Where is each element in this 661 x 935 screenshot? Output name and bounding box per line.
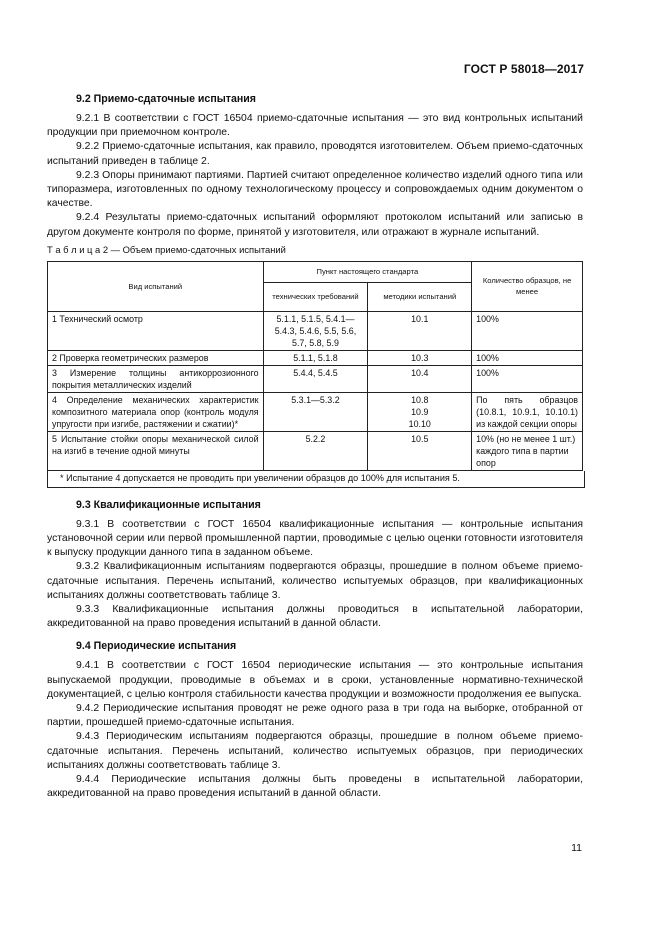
- section-heading-9-4: 9.4 Периодические испытания: [76, 640, 237, 653]
- table-row: [48, 311, 583, 350]
- cell-test-name: 1 Технический осмотр: [48, 311, 264, 350]
- cell-requirements: 5.3.1—5.3.2: [263, 392, 368, 431]
- paragraph-9-3-1: 9.3.1 В соответствии с ГОСТ 16504 квалификационные испытания — контрольные испытания установочной серии или первой промышленной партии, проводимые с целью оценки готовности изготовителя к выпуску продукции данного типа в заданном объеме.: [47, 518, 583, 559]
- cell-method: 10.8 10.9 10.10: [368, 392, 472, 431]
- header-test-type: Вид испытаний: [48, 261, 264, 311]
- table-footnote: * Испытание 4 допускается не проводить при увеличении образцов до 100% для испытания 5.: [47, 471, 585, 488]
- page-number: 11: [571, 842, 582, 854]
- cell-method: 10.3: [368, 350, 472, 365]
- table-row: [48, 365, 583, 392]
- cell-requirements: 5.2.2: [263, 431, 368, 470]
- paragraph-9-2-3: 9.2.3 Опоры принимают партиями. Партией считают определенное количество изделий одного типа или типоразмера, изготовленных по одному технологическому процессу и сопровождаемых одним документом о качестве.: [47, 169, 583, 210]
- section-heading-9-2: 9.2 Приемо-сдаточные испытания: [76, 93, 256, 105]
- cell-quantity: 100%: [472, 350, 583, 365]
- paragraph-9-4-1: 9.4.1 В соответствии с ГОСТ 16504 периодические испытания — это контрольные испытания выпускаемой продукции, проводимые в объемах и в сроки, установленные нормативно-технической документацией, с целью контроля стабильности качества продукции и возможности продолжения ее выпуска.: [47, 660, 583, 700]
- cell-test-name: 4 Определение механических характеристик композитного материала опор (контроль модуля упругости при изгибе, растяжении и сжатии)*: [48, 392, 264, 431]
- header-tech-requirements: технических требований: [263, 282, 368, 311]
- cell-requirements: 5.1.1, 5.1.5, 5.4.1—5.4.3, 5.4.6, 5.5, 5.6, 5.7, 5.8, 5.9: [263, 311, 368, 350]
- document-code: ГОСТ Р 58018—2017: [463, 62, 584, 76]
- paragraph-9-2-1: 9.2.1 В соответствии с ГОСТ 16504 приемо-сдаточные испытания — это вид контрольных испытаний продукции при приемочном контроле.: [47, 113, 583, 139]
- header-test-methods: методики испытаний: [368, 282, 472, 311]
- tests-table: [47, 261, 583, 471]
- section-heading-9-3: 9.3 Квалификационные испытания: [76, 498, 261, 511]
- cell-quantity: По пять образцов (10.8.1, 10.9.1, 10.10.1) из каждой секции опоры: [472, 392, 583, 431]
- table-row: [48, 431, 583, 470]
- cell-method: 10.5: [368, 431, 472, 470]
- header-sample-count: Количество образцов, не менее: [472, 261, 583, 311]
- cell-test-name: 2 Проверка геометрических размеров: [48, 350, 264, 365]
- cell-test-name: 5 Испытание стойки опоры механической силой на изгиб в течение одной минуты: [48, 431, 264, 470]
- cell-method: 10.1: [368, 311, 472, 350]
- cell-requirements: 5.4.4, 5.4.5: [263, 365, 368, 392]
- document-body: [47, 92, 583, 801]
- paragraph-9-4-3: 9.4.3 Периодическим испытаниям подвергаются образцы, прошедшие в полном объеме приемо-сдаточные испытания. Перечень испытаний, количество испытуемых образцов, при периодических испытаниях должны соответствовать таблице 3.: [47, 731, 583, 771]
- cell-requirements: 5.1.1, 5.1.8: [263, 350, 368, 365]
- cell-test-name: 3 Измерение толщины антикоррозионного покрытия металлических изделий: [48, 365, 264, 392]
- table-row: [48, 392, 583, 431]
- cell-method: 10.4: [368, 365, 472, 392]
- cell-quantity: 100%: [472, 365, 583, 392]
- paragraph-9-3-2: 9.3.2 Квалификационным испытаниям подвергаются образцы, прошедшие в полном объеме приемо-сдаточные испытания. Перечень испытаний, количество испытуемых образцов, при квалификационных испытаниях должны соответствовать таблице 3.: [47, 561, 583, 601]
- cell-quantity: 10% (но не менее 1 шт.) каждого типа в партии опор: [472, 431, 583, 470]
- header-clause-group: Пункт настоящего стандарта: [263, 261, 472, 282]
- paragraph-9-3-3: 9.3.3 Квалификационные испытания должны проводиться в испытательной лаборатории, аккредитованной на право проведения испытаний в данной области.: [47, 604, 583, 630]
- paragraph-9-4-2: 9.4.2 Периодические испытания проводят не реже одного раза в три года на выборке, отобранной от партии, прошедшей приемо-сдаточные испытания.: [47, 703, 583, 729]
- cell-quantity: 100%: [472, 311, 583, 350]
- table-row: [48, 350, 583, 365]
- paragraph-9-2-4: 9.2.4 Результаты приемо-сдаточных испытаний оформляют протоколом испытаний или записью в другом документе контроля по форме, принятой у изготовителя, или отражают в журнале испытаний.: [47, 212, 583, 238]
- table-caption: Т а б л и ц а 2 — Объем приемо-сдаточных испытаний: [47, 243, 286, 255]
- paragraph-9-4-4: 9.4.4 Периодические испытания должны быть проведены в испытательной лаборатории, аккредитованной на право проведения испытаний в данной области.: [47, 774, 583, 800]
- paragraph-9-2-2: 9.2.2 Приемо-сдаточные испытания, как правило, проводятся изготовителем. Объем приемо-сдаточных испытаний приведен в таблице 2.: [47, 141, 583, 167]
